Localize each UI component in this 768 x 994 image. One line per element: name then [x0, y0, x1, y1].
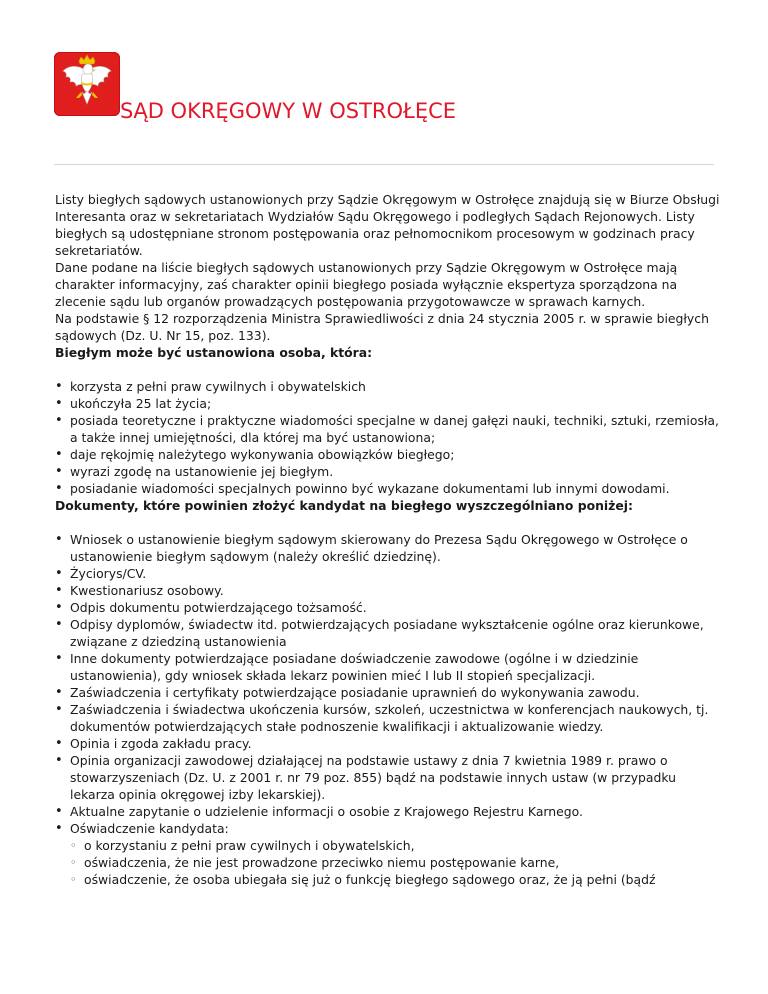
- sub-list-item: ◦ o korzystaniu z pełni praw cywilnych i obywatelskich,: [84, 837, 720, 854]
- page-header: [0, 0, 768, 170]
- eligibility-heading: Biegłym może być ustanowiona osoba, która:: [55, 345, 373, 360]
- court-name-title: SĄD OKRĘGOWY W OSTROŁĘCE: [120, 99, 457, 123]
- eligibility-list: [55, 378, 720, 497]
- list-item: • Wniosek o ustanowienie biegłym sądowym skierowany do Prezesa Sądu Okręgowego w Ostrołęce o ustanowienie biegłym sądowym (należy określić dziedzinę).: [70, 531, 720, 565]
- list-item: • ukończyła 25 lat życia;: [70, 395, 720, 412]
- sub-list-item: ◦ oświadczenia, że nie jest prowadzone przeciwko niemu postępowanie karne,: [84, 854, 720, 871]
- documents-list: [55, 531, 720, 888]
- declaration-label: Oświadczenie kandydata:: [70, 821, 229, 836]
- list-item: • Opinia organizacji zawodowej działającej na podstawie ustawy z dnia 7 kwietnia 1989 r. prawo o stowarzyszeniach (Dz. U. z 2001 r. nr 79 poz. 855) bądź na podstawie innych ustaw (w przypadku lekarza opinia okręgowej izby lekarskiej).: [70, 752, 720, 803]
- list-item: • Życiorys/CV.: [70, 565, 720, 582]
- header-divider: [54, 164, 714, 165]
- list-item: • Zaświadczenia i świadectwa ukończenia kursów, szkoleń, uczestnictwa w konferencjach naukowych, tj. dokumentów potwierdzających stałe podnoszenie kwalifikacji i aktualizowanie wiedzy.: [70, 701, 720, 735]
- list-item: • Zaświadczenia i certyfikaty potwierdzające posiadanie uprawnień do wykonywania zawodu.: [70, 684, 720, 701]
- documents-heading: Dokumenty, które powinien złożyć kandydat na biegłego wyszczególniano poniżej:: [55, 498, 633, 513]
- list-item: • Aktualne zapytanie o udzielenie informacji o osobie z Krajowego Rejestru Karnego.: [70, 803, 720, 820]
- list-item: • wyrazi zgodę na ustanowienie jej biegłym.: [70, 463, 720, 480]
- list-item: • Kwestionariusz osobowy.: [70, 582, 720, 599]
- declarations-sublist: [70, 837, 720, 888]
- list-item: • posiadanie wiadomości specjalnych powinno być wykazane dokumentami lub innymi dowodami.: [70, 480, 720, 497]
- list-item: • korzysta z pełni praw cywilnych i obywatelskich: [70, 378, 720, 395]
- sub-list-item: ◦ oświadczenie, że osoba ubiegała się już o funkcję biegłego sądowego oraz, że ją pełni (bądź: [84, 871, 720, 888]
- intro-paragraph-informative-character: Dane podane na liście biegłych sądowych ustanowionych przy Sądzie Okręgowym w Ostrołęce mają charakter informacyjny, zaś charakter opinii biegłego posiada wyłącznie ekspertyza sporządzona na zlecenie sądu lub organów prowadzących postępowania przygotowawcze w sprawach karnych.: [55, 260, 678, 309]
- list-item: • Odpisy dyplomów, świadectw itd. potwierdzających posiadane wykształcenie ogólne oraz kierunkowe, związane z dziedziną ustanowienia: [70, 616, 720, 650]
- polish-eagle-emblem-icon: [54, 52, 120, 116]
- list-item: • posiada teoretyczne i praktyczne wiadomości specjalne w danej gałęzi nauki, techniki, sztuki, rzemiosła, a także innej umiejętności, dla której ma być ustanowiona;: [70, 412, 720, 446]
- list-item: • daje rękojmię należytego wykonywania obowiązków biegłego;: [70, 446, 720, 463]
- eagle-graphic: [54, 52, 120, 116]
- list-item: • Inne dokumenty potwierdzające posiadane doświadczenie zawodowe (ogólne i w dziedzinie ustanowienia), gdy wniosek składa lekarz powinien mieć I lub II stopień specjalizacji.: [70, 650, 720, 684]
- main-content: [55, 191, 720, 888]
- list-item: • Odpis dokumentu potwierdzającego tożsamość.: [70, 599, 720, 616]
- list-item: • Opinia i zgoda zakładu pracy.: [70, 735, 720, 752]
- list-item-declaration: [70, 820, 720, 888]
- intro-paragraph-lists-location: Listy biegłych sądowych ustanowionych przy Sądzie Okręgowym w Ostrołęce znajdują się w Biurze Obsługi Interesanta oraz w sekretariatach Wydziałów Sądu Okręgowego i podległych Sądach Rejonowych. Listy biegłych są udostępniane stronom postępowania oraz pełnomocnikom procesowym w godzinach pracy sekretariatów.: [55, 192, 720, 258]
- intro-paragraph-legal-basis: Na podstawie § 12 rozporządzenia Ministra Sprawiedliwości z dnia 24 stycznia 2005 r. w sprawie biegłych sądowych (Dz. U. Nr 15, poz. 133).: [55, 311, 709, 343]
